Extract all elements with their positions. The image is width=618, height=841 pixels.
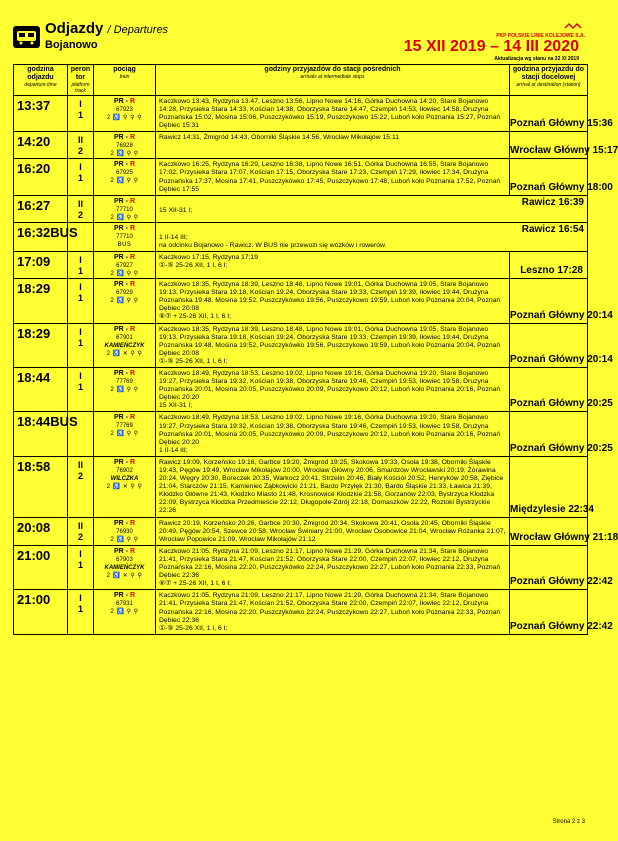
table-row (14, 517, 588, 545)
table-row (14, 456, 588, 517)
train-info: PR - R 67925 2 ♿ ⚲ ⚲ (94, 159, 156, 195)
table-row (14, 279, 588, 323)
calendar-note: ⑥⑦ + 25-26 XII, 1 I, 6 I; (159, 580, 232, 588)
train-number: 67923 (116, 107, 133, 113)
platform-track: I 1 (68, 590, 94, 634)
calendar-note: ①-⑤ 25-26 XII, 1 I, 6 I; (159, 357, 228, 365)
train-number: 76928 (116, 143, 133, 150)
amenities-icons: 2 ♿ ⚲ ⚲ (110, 431, 139, 438)
intermediate-stops: Rawicz 19:09, Korzeńsko 19:16, Garbce 19:20, Żmigród 19:25, Skokowa 19:33, Osola 19:38, Oborniki Śląskie 19:43, Pęgów 19:49, Wrocław Mikołajów 20:00, Wrocław Główny 20:06, Smardzów Wrocławski 20:19, Żórawina 20:24, Węgry 20:30, Boreczek 20:35, Warkocz 20:41, Strzelin 20:46, Biały Kościół 20:52, Henryków 20:58, Ziębice 21:04, Starczów 21:15, Kamieniec Ząbkowicki 21:21, Bardo Przyłęk 21:30, Bardo Śląskie 21:33, Ławica 21:39, Kłodzko Główne 21:43, Kłodzko Miasto 21:48, Krosnowice Kłodzkie 21:58, Gorzanów 22:03, Bystrzyca Kłodzka 22:09, Bystrzyca Kłodzka Przedmieście 22:12, Długopole-Zdrój 22:18, Domaszków 22:22, Roztoki Bystrzyckie 22:26 (159, 458, 504, 515)
train-info: PR - R 77710 BUS (94, 222, 156, 251)
amenities-icons: 2 ♿ ⚲ ⚲ (110, 214, 139, 221)
calendar-note: ⑥⑦ + 25-26 XII, 1 I, 6 I; (159, 313, 232, 321)
departure-time: 18:29 (14, 323, 68, 367)
stops-cell (156, 96, 510, 132)
table-row (14, 96, 588, 132)
stops-cell (156, 159, 510, 195)
departure-time: 16:20 (14, 159, 68, 195)
train-number: 77769 (116, 423, 133, 430)
stops-cell (156, 456, 510, 517)
amenities-icons: 2 ♿ ⚲ ⚲ (110, 609, 139, 616)
intermediate-stops: Rawicz 14:31, Żmigród 14:43, Oborniki Śląskie 14:56, Wrocław Mikołajów 15:11 (159, 134, 400, 142)
validity-period: 15 XII 2019 – 14 III 2020 (403, 38, 579, 55)
train-name: KAMIEŃCZYK (104, 342, 145, 349)
update-note: Aktualizacja wg stanu na 22 XI 2019 (494, 56, 579, 62)
amenities-icons: 2 ♿ ⚲ ⚲ (110, 298, 139, 305)
intermediate-stops: Kaczkowo 18:35, Rydzyna 18:39, Leszno 18:48, Lipno Nowe 19:01, Górka Duchowna 19:05, Stare Bojanowo 19:13, Przysieka Stara 19:18, Kościan 19:24, Oborzyska Stare 19:33, Czempiń 19:39, Iłowiec 19:44, Drużyna Poznańska 19:48, Mosina 19:52, Puszczykówko 19:56, Puszczykowo 19:59, Luboń koło Poznania 20:04, Poznań Dębiec 20:08 (159, 325, 501, 357)
departure-time: 14:20 (14, 132, 68, 159)
col-stops: godziny przyjazdów do stacji pośrednich arrivals at intermediate stops (156, 65, 510, 96)
pkp-logo-icon (563, 22, 585, 30)
destination: Rawicz 16:39 (521, 196, 584, 208)
train-number: 77710 (116, 206, 133, 213)
calendar-note: 15 XII-31 I; (159, 206, 193, 214)
departure-time: 18:58 (14, 456, 68, 517)
intermediate-stops: Rawicz 20:19, Korzeńsko 20:26, Garbce 20:30, Żmigród 20:34, Skokowa 20:41, Osola 20:45, Oborniki Śląskie 20:49, Pęgów 20:54, Szewce 20:58, Wrocław Świniary 21:00, Wrocław Osobowice 21:04, Wrocław Różanka 21:07, Wrocław Popowice 21:09, Wrocław Mikołajów 21:12 (159, 519, 506, 543)
destination: Poznań Główny 22:42 (510, 590, 588, 634)
col-time: godzina odjazdu departure time (14, 65, 68, 96)
amenities-icons: 2 ♿ ✕ ⚲ ⚲ (106, 483, 143, 490)
destination: Międzylesie 22:34 (510, 456, 588, 517)
stops-cell (156, 195, 588, 222)
train-number: 77769 (116, 378, 133, 385)
platform-track: I 1 (68, 367, 94, 411)
stops-cell (156, 222, 588, 251)
stops-cell (156, 323, 510, 367)
destination: Poznań Główny 15:36 (510, 96, 588, 132)
departure-time: 13:37 (14, 96, 68, 132)
train-info: PR - R 77769 2 ♿ ⚲ ⚲ (94, 367, 156, 411)
page-number: Strona 2 z 3 (552, 819, 585, 825)
table-row (14, 367, 588, 411)
platform-track: II 2 (68, 517, 94, 545)
stops-cell (156, 367, 510, 411)
platform-track: I 1 (68, 159, 94, 195)
destination: Poznań Główny 20:25 (510, 367, 588, 411)
destination: Poznań Główny 22:42 (510, 545, 588, 589)
departure-time: 21:00 (14, 545, 68, 589)
stops-cell (156, 517, 510, 545)
amenities-icons: 2 ♿ ⚲ ⚲ (110, 151, 139, 158)
destination: Rawicz 16:54 (521, 223, 584, 235)
stops-cell (156, 132, 510, 159)
departure-time: 18:44 (14, 367, 68, 411)
amenities-icons: 2 ♿ ✕ ⚲ ⚲ (106, 572, 143, 579)
title-pl: Odjazdy (45, 20, 104, 37)
calendar-note: 1 II-14 III; (159, 446, 188, 454)
table-row (14, 252, 588, 279)
train-info: PR - R 67927 2 ♿ ⚲ ⚲ (94, 252, 156, 279)
destination: Poznań Główny 20:25 (510, 412, 588, 456)
train-number: 76930 (116, 528, 133, 535)
stops-cell (156, 412, 510, 456)
calendar-note: 1 II-14 III; (159, 233, 188, 241)
stops-cell (156, 545, 510, 589)
operator-name: PKP POLSKIE LINIE KOLEJOWE S.A. (496, 33, 585, 39)
service-note: na odcinku Bojanowo - Rawicz. W BUS nie przewozi się wózków i rowerów. (159, 241, 387, 249)
station-name: Bojanowo (45, 39, 98, 51)
table-row (14, 412, 588, 456)
page-title (45, 20, 168, 37)
destination: Wrocław Główny 21:18 (510, 517, 588, 545)
train-info: PR - R 67931 2 ♿ ⚲ ⚲ (94, 590, 156, 634)
train-number: 67903 (116, 556, 133, 563)
train-name: WILCZKA (110, 475, 139, 482)
platform-track: II 2 (68, 132, 94, 159)
title-en: / Departures (107, 24, 169, 36)
destination: Poznań Główny 18:00 (510, 159, 588, 195)
amenities-icons: BUS (117, 241, 132, 248)
intermediate-stops: Kaczkowo 18:49, Rydzyna 18:53, Leszno 19:02, Lipno Nowe 19:16, Górka Duchowna 19:20, Stare Bojanowo 19:27, Przysieka Stara 19:32, Kościan 19:38, Oborzyska Stare 19:46, Czempiń 19:53, Iłowiec 19:58, Drużyna Poznańska 20:01, Mosina 20:05, Puszczykówko 20:09, Puszczykowo 20:12, Luboń koło Poznania 20:16, Poznań Dębiec 20:20 (159, 369, 501, 402)
intermediate-stops: Kaczkowo 17:15, Rydzyna 17:19 (159, 254, 258, 262)
train-number: 67901 (116, 334, 133, 341)
operator-logo (495, 22, 585, 39)
amenities-icons: 2 ♿ ⚲ ⚲ (110, 271, 139, 278)
amenities-icons: 2 ♿ ⚲ ⚲ (110, 386, 139, 393)
train-info: PR - R 67903 KAMIEŃCZYK 2 ♿ ✕ ⚲ ⚲ (94, 545, 156, 589)
train-info: PR - R 67929 2 ♿ ⚲ ⚲ (94, 279, 156, 323)
table-row (14, 195, 588, 222)
intermediate-stops: Kaczkowo 21:05, Rydzyna 21:09, Leszno 21:17, Lipno Nowe 21:29, Górka Duchowna 21:34, Stare Bojanowo 21:41, Przysieka Stara 21:47, Kościan 21:52, Oborzyska Stare 22:00, Czempiń 22:07, Iłowiec 22:12, Drużyna Poznańska 22:16, Mosina 22:20, Puszczykówko 22:24, Puszczykowo 22:27, Luboń koło Poznania 22:33, Poznań Dębiec 22:36 (159, 547, 501, 580)
platform-track: I 1 (68, 96, 94, 132)
col-destination: godzina przyjazdu do stacji docelowej arrival at destination (station) (510, 65, 588, 96)
train-info: PR - R 77710 2 ♿ ⚲ ⚲ (94, 195, 156, 222)
departure-time: 18:44BUS (14, 412, 68, 456)
platform-track: I 1 (68, 252, 94, 279)
departure-time: 18:29 (14, 279, 68, 323)
table-row (14, 159, 588, 195)
table-row (14, 545, 588, 589)
destination: Poznań Główny 20:14 (510, 279, 588, 323)
calendar-note: ①-⑤ 25-26 XII, 1 I, 6 I; (159, 624, 228, 632)
destination: Wrocław Główny 15:17 (510, 132, 588, 159)
platform-track: I 1 (68, 279, 94, 323)
train-number: 76902 (116, 467, 133, 474)
timetable-header (13, 18, 585, 62)
intermediate-stops: Kaczkowo 18:49, Rydzyna 18:53, Leszno 19:02, Lipno Nowe 19:16, Górka Duchowna 19:20, Stare Bojanowo 19:27, Przysieka Stara 19:32, Kościan 19:38, Oborzyska Stare 19:46, Czempiń 19:53, Iłowiec 19:58, Drużyna Poznańska 20:01, Mosina 20:05, Puszczykówko 20:09, Puszczykowo 20:12, Luboń koło Poznania 20:16, Poznań Dębiec 20:20 (159, 414, 501, 446)
train-info: PR - R 76928 2 ♿ ⚲ ⚲ (94, 132, 156, 159)
table-row (14, 132, 588, 159)
departure-time: 20:08 (14, 517, 68, 545)
destination: Leszno 17:28 (510, 252, 588, 279)
calendar-note: ①-⑤ 25-26 XII, 1 I, 6 I; (159, 262, 228, 270)
train-name: KAMIEŃCZYK (104, 564, 145, 571)
train-info: PR - R 67901 KAMIEŃCZYK 2 ♿ ✕ ⚲ ⚲ (94, 323, 156, 367)
platform-track: II 2 (68, 456, 94, 517)
train-number: 67931 (116, 601, 133, 608)
departures-table (13, 64, 618, 635)
table-row (14, 222, 588, 251)
destination: Poznań Główny 20:14 (510, 323, 588, 367)
train-info: PR - R 76902 WILCZKA 2 ♿ ✕ ⚲ ⚲ (94, 456, 156, 517)
platform-track: I 1 (68, 323, 94, 367)
train-number: 67925 (116, 170, 133, 177)
departure-time: 17:09 (14, 252, 68, 279)
platform-track: II 2 (68, 195, 94, 222)
calendar-note: 15 XII-31 I; (159, 402, 193, 410)
train-info: PR - R 76930 2 ♿ ⚲ ⚲ (94, 517, 156, 545)
table-row (14, 323, 588, 367)
stops-cell (156, 590, 510, 634)
departure-time: 21:00 (14, 590, 68, 634)
table-header-row (14, 65, 588, 96)
departure-time: 16:27 (14, 195, 68, 222)
train-number: 67927 (116, 263, 133, 270)
intermediate-stops: Kaczkowo 13:43, Rydzyna 13:47, Leszno 13:56, Lipno Nowe 14:16, Górka Duchowna 14:20, Stare Bojanowo 14:28, Przysieka Stara 14:33, Kościan 14:38, Oborzyska Stare 14:47, Czempiń 14:53, Iłowiec 14:58, Drużyna Poznańska 15:02, Mosina 15:06, Puszczykówko 15:19, Puszczykowo 15:22, Luboń koło Poznania 15:27, Poznań Dębiec 15:31 (159, 98, 501, 130)
intermediate-stops: Kaczkowo 21:05, Rydzyna 21:09, Leszno 21:17, Lipno Nowe 21:29, Górka Duchowna 21:34, Stare Bojanowo 21:41, Przysieka Stara 21:47, Kościan 21:52, Oborzyska Stare 22:00, Czempiń 22:07, Iłowiec 22:12, Drużyna Poznańska 22:16, Mosina 22:20, Puszczykówko 22:24, Puszczykowo 22:27, Luboń koło Poznania 22:33, Poznań Dębiec 22:36 (159, 592, 501, 624)
stops-cell (156, 252, 510, 279)
platform-track: I 1 (68, 545, 94, 589)
departure-time: 16:32BUS (14, 222, 68, 251)
intermediate-stops: Kaczkowo 18:35, Rydzyna 18:39, Leszno 18:48, Lipno Nowe 19:01, Górka Duchowna 19:05, Stare Bojanowo 19:13, Przysieka Stara 19:18, Kościan 19:24, Oborzyska Stare 19:33, Czempiń 19:39, Iłowiec 19:44, Drużyna Poznańska 19:48, Mosina 19:52, Puszczykówko 19:56, Puszczykowo 19:59, Luboń koło Poznania 20:04, Poznań Dębiec 20:08 (159, 281, 501, 313)
train-logo-icon (13, 26, 40, 48)
stops-cell (156, 279, 510, 323)
train-number: 67929 (116, 290, 133, 297)
intermediate-stops: Kaczkowo 16:25, Rydzyna 16:29, Leszno 16:38, Lipno Nowe 16:51, Górka Duchowna 16:55, Stare Bojanowo 17:02, Przysieka Stara 17:07, Kościan 17:15, Oborzyska Stare 17:23, Czempiń 17:29, Iłowiec 17:34, Drużyna Poznańska 17:37, Mosina 17:41, Puszczykówko 17:45, Puszczykowo 17:48, Luboń koło Poznania 17:52, Poznań Dębiec 17:55 (159, 161, 501, 193)
table-row (14, 590, 588, 634)
amenities-icons: 2 ♿ ⚲ ⚲ ⚲ (106, 115, 143, 121)
amenities-icons: 2 ♿ ✕ ⚲ ⚲ (106, 350, 143, 357)
train-number: 77710 (116, 233, 133, 240)
col-platform: peron tor platform track (68, 65, 94, 96)
amenities-icons: 2 ♿ ⚲ ⚲ (110, 536, 139, 543)
amenities-icons: 2 ♿ ⚲ ⚲ (110, 178, 139, 185)
train-info: PR - R 67923 2 ♿ ⚲ ⚲ ⚲ (94, 96, 156, 132)
train-info: PR - R 77769 2 ♿ ⚲ ⚲ (94, 412, 156, 456)
col-train: pociąg train (94, 65, 156, 96)
